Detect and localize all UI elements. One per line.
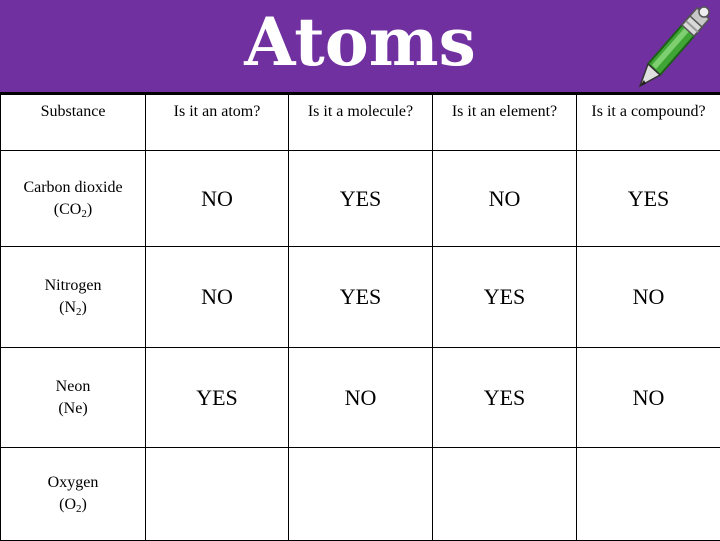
atom-value: NO — [146, 247, 289, 348]
substance-formula: (Ne) — [58, 398, 87, 420]
table-row — [1, 247, 720, 348]
compound-value: YES — [577, 151, 720, 247]
substance-cell — [1, 448, 146, 541]
molecule-value: YES — [289, 247, 433, 348]
substance-cell — [1, 247, 146, 348]
table-row — [1, 448, 720, 541]
substance-formula: $(O_2)$ — [59, 494, 87, 516]
element-value: YES — [433, 348, 577, 448]
substance-name: Oxygen — [1, 472, 145, 494]
compound-value: NO — [577, 348, 720, 448]
atom-value: NO — [146, 151, 289, 247]
molecule-value: NO — [289, 348, 433, 448]
header-cell: Substance — [1, 95, 146, 151]
compound-value — [577, 448, 720, 541]
page-title: Atoms — [0, 2, 720, 82]
pen-icon — [626, 2, 718, 92]
substance-name: Nitrogen — [1, 275, 145, 297]
atom-value: YES — [146, 348, 289, 448]
substance-formula: $(CO_2)$ — [54, 199, 92, 221]
header-cell: Is it an atom? — [146, 95, 289, 151]
header-cell: Is it a molecule? — [289, 95, 433, 151]
element-value: YES — [433, 247, 577, 348]
header-cell: Is it a compound? — [577, 95, 720, 151]
title-banner — [0, 0, 720, 94]
substance-cell — [1, 348, 146, 448]
compound-value: NO — [577, 247, 720, 348]
atom-value — [146, 448, 289, 541]
molecule-value: YES — [289, 151, 433, 247]
table-row — [1, 348, 720, 448]
atoms-table — [0, 94, 720, 541]
substance-name: Neon — [1, 376, 145, 398]
table-header-row — [1, 95, 720, 151]
header-cell: Is it an element? — [433, 95, 577, 151]
element-value — [433, 448, 577, 541]
substance-formula: $(N_2)$ — [59, 297, 87, 319]
molecule-value — [289, 448, 433, 541]
table-row — [1, 151, 720, 247]
substance-name: Carbon dioxide — [1, 177, 145, 199]
substance-cell — [1, 151, 146, 247]
element-value: NO — [433, 151, 577, 247]
